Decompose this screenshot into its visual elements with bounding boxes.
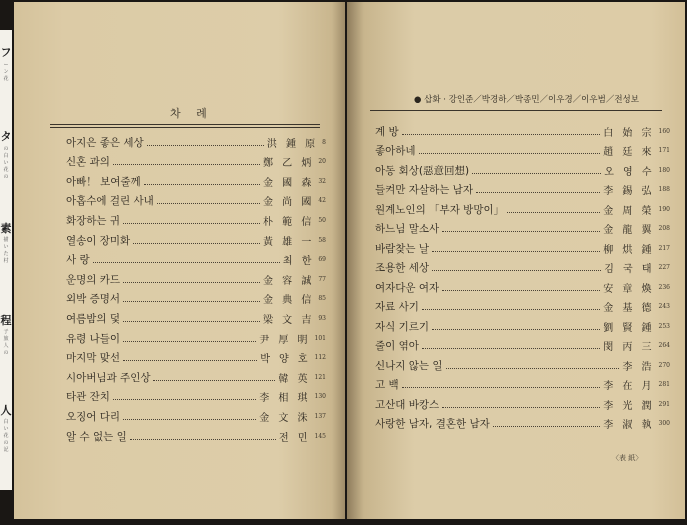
entry-page: 300 — [658, 420, 670, 427]
header-rule — [370, 110, 662, 111]
entry-page: 93 — [318, 314, 326, 322]
entry-author: 金 龍 翼 — [603, 225, 655, 236]
entry-title: 시아버님과 주인상 — [66, 371, 151, 384]
entry-page: 160 — [658, 127, 670, 135]
entry-page: 180 — [658, 166, 670, 174]
toc-entry — [375, 220, 670, 238]
entry-title: 알 수 없는 일 — [66, 430, 127, 443]
entry-page: 112 — [314, 354, 326, 362]
dot-leader — [432, 323, 600, 330]
entry-title: 여자다운 여자 — [375, 281, 440, 294]
toc-entry — [66, 427, 326, 445]
entry-title: 좋아하네 — [375, 145, 416, 157]
toc-entry — [375, 259, 670, 277]
entry-page: 264 — [658, 342, 670, 349]
dot-leader — [422, 342, 600, 349]
entry-author: 金 國 森 — [263, 177, 315, 189]
entry-page: 291 — [658, 400, 670, 408]
entry-author: 金 尚 國 — [263, 197, 315, 209]
entry-author: 閔 丙 三 — [603, 342, 655, 353]
entry-title: 아홉수에 걸린 사내 — [66, 195, 154, 208]
entry-page: 121 — [314, 373, 326, 381]
entry-author: 鄭 乙 炳 — [263, 158, 315, 170]
entry-author: 金 文 洙 — [259, 412, 311, 424]
entry-author: 李 錫 弘 — [603, 186, 655, 197]
entry-title: 자료 사기 — [375, 301, 419, 313]
entry-title: 신나지 않는 일 — [375, 359, 443, 372]
entry-author: 김 국 태 — [604, 264, 655, 275]
entry-title: 운명의 카드 — [66, 273, 121, 286]
entry-title: 마지막 맞선 — [66, 352, 121, 365]
entry-title: 고산대 바캉스 — [375, 398, 440, 411]
entry-author: 梁 文 吉 — [263, 314, 315, 326]
entry-page: 101 — [314, 334, 326, 342]
dot-leader — [123, 217, 260, 224]
entry-author: 박 양 호 — [260, 354, 311, 366]
entry-author: 李 淑 執 — [603, 420, 655, 431]
dot-leader — [432, 245, 600, 252]
toc-entry — [66, 231, 326, 249]
toc-entry — [375, 200, 670, 218]
entry-page: 8 — [322, 138, 326, 146]
entry-page: 145 — [314, 432, 326, 440]
entry-page: 236 — [658, 283, 670, 291]
entry-page: 217 — [658, 244, 670, 252]
entry-page: 208 — [658, 225, 670, 232]
entry-title: 외박 증명서 — [66, 293, 121, 306]
spine-small-text: 描 い た 村 — [3, 237, 9, 264]
entry-title: 사 랑 — [66, 254, 90, 267]
dot-leader — [113, 393, 256, 400]
toc-entry — [375, 161, 670, 179]
dot-leader — [123, 315, 260, 322]
dot-leader — [123, 413, 256, 420]
entry-page: 137 — [314, 412, 326, 420]
entry-page: 32 — [318, 177, 326, 185]
entry-author: 李 在 月 — [603, 381, 655, 392]
entry-page: 243 — [658, 303, 670, 310]
dot-leader — [157, 197, 260, 204]
entry-title: 사랑한 남자, 결혼한 남자 — [375, 418, 490, 430]
toc-entry — [375, 278, 670, 296]
entry-page: 227 — [658, 264, 670, 271]
entry-author: 최 한 — [282, 256, 315, 268]
entry-title: 조용한 세상 — [375, 262, 430, 274]
entry-page: 171 — [658, 147, 670, 154]
dot-leader — [402, 381, 601, 388]
entry-page: 20 — [318, 158, 326, 166]
toc-entry — [66, 309, 326, 327]
dot-leader — [476, 186, 600, 193]
spine-small-text: 白 い 花 の 記 — [3, 419, 9, 453]
toc-entry — [375, 181, 670, 199]
toc-entry — [66, 211, 326, 229]
dot-leader — [432, 264, 601, 271]
entry-author: 朴 範 信 — [263, 216, 315, 228]
entry-author: 安 章 煥 — [603, 283, 655, 295]
toc-entry — [66, 329, 326, 347]
dot-leader — [113, 158, 260, 165]
spine-char: 程 — [0, 314, 12, 327]
toc-entry — [375, 337, 670, 355]
dot-leader — [422, 303, 600, 310]
toc-entry — [375, 356, 670, 374]
toc-entry — [375, 298, 670, 316]
title-rule — [50, 124, 320, 125]
entry-title: 계 방 — [375, 125, 399, 138]
entry-author: 黃 雄 一 — [263, 236, 315, 248]
entry-title: 신혼 과의 — [66, 156, 110, 169]
dot-leader — [446, 362, 620, 369]
entry-title: 하느님 말소사 — [375, 223, 440, 235]
toc-entry — [66, 407, 326, 425]
entry-author: 전 민 — [279, 432, 311, 444]
entry-page: 42 — [318, 197, 326, 205]
entry-page: 188 — [658, 186, 670, 193]
entry-author: 洪 鍾 原 — [266, 138, 319, 150]
dot-leader — [144, 178, 260, 185]
toc-entry — [375, 239, 670, 257]
entry-author: 李 相 琪 — [259, 393, 311, 405]
entry-author: 尹 厚 明 — [259, 334, 311, 346]
dot-leader — [472, 167, 601, 174]
entry-page: 130 — [314, 393, 326, 401]
toc-entry — [66, 133, 326, 151]
entry-author: 柳 烘 鍾 — [603, 244, 655, 256]
dot-leader — [93, 256, 280, 263]
entry-title: 화장하는 귀 — [66, 214, 121, 227]
spine-char: 人 — [0, 404, 12, 417]
spine-small-text: ー ン 花 — [3, 62, 9, 82]
entry-title: 아동 회상(惡意回想) — [375, 164, 470, 177]
spine-small-text: 子 旅 人 の — [3, 329, 9, 356]
toc-entry — [375, 122, 670, 140]
spine-char: フ — [0, 46, 12, 59]
dot-leader — [153, 374, 275, 381]
toc-entry — [375, 376, 670, 394]
entry-title: 원계노인의 「부자 방망이」 — [375, 203, 505, 216]
entry-title: 아빠！ 보여줄께 — [66, 175, 141, 188]
dot-leader — [493, 420, 600, 427]
entry-title: 오징어 다리 — [66, 410, 121, 423]
entry-author: 金 基 德 — [603, 303, 655, 314]
neighbor-book-spine — [0, 30, 12, 490]
entry-page: 253 — [658, 322, 670, 330]
dot-leader — [147, 139, 264, 146]
entry-title: 자식 기르기 — [375, 320, 430, 333]
title-rule — [50, 127, 320, 128]
toc-entry — [66, 349, 326, 367]
toc-entry — [66, 270, 326, 288]
dot-leader — [133, 237, 260, 244]
toc-entry — [375, 415, 670, 433]
spine-char: タ — [0, 130, 12, 143]
dot-leader — [123, 295, 260, 302]
dot-leader — [402, 128, 601, 135]
entry-page: 85 — [318, 295, 326, 303]
entry-author: 趙 廷 來 — [603, 147, 655, 158]
entry-page: 58 — [318, 236, 326, 244]
toc-entry — [66, 251, 326, 269]
dot-leader — [130, 433, 276, 440]
entry-title: 열송이 장미화 — [66, 234, 131, 247]
entry-author: 李 光 潤 — [603, 400, 655, 412]
toc-entry — [66, 192, 326, 210]
toc-entry — [66, 153, 326, 171]
entry-title: 아지은 좋은 세상 — [66, 136, 144, 149]
dot-leader — [419, 147, 601, 154]
toc-entry — [66, 388, 326, 406]
entry-page: 190 — [658, 205, 670, 213]
entry-page: 77 — [318, 275, 326, 283]
spine-small-text: の 白 い 花 の — [3, 146, 9, 180]
dot-leader — [507, 206, 600, 213]
entry-title: 고 백 — [375, 379, 399, 391]
entry-page: 270 — [658, 361, 670, 369]
entry-page: 50 — [318, 216, 326, 224]
toc-entry — [375, 142, 670, 160]
entry-title: 들켜만 자살하는 남자 — [375, 184, 473, 196]
toc-entry — [375, 395, 670, 413]
illustrators-credit: ● 삽화 · 강인준／박경하／박종민／이우경／이우범／전성보 — [414, 95, 639, 105]
entry-author: 李 浩 — [622, 361, 655, 373]
entry-title: 바람찾는 날 — [375, 242, 430, 255]
entry-author: 金 容 誠 — [263, 275, 315, 287]
entry-author: 白 始 宗 — [603, 127, 655, 139]
dot-leader — [123, 276, 260, 283]
dot-leader — [442, 401, 600, 408]
entry-title: 타관 잔치 — [66, 391, 110, 404]
entry-title: 여름밤의 덫 — [66, 312, 121, 325]
entry-author: 韓 英 — [278, 373, 311, 385]
entry-title: 줄이 엮아 — [375, 340, 419, 352]
toc-entry — [66, 368, 326, 386]
entry-title: 유령 나들이 — [66, 332, 121, 345]
toc-entry — [66, 172, 326, 190]
toc-entry — [66, 290, 326, 308]
dot-leader — [442, 284, 600, 291]
toc-entry — [375, 317, 670, 335]
dot-leader — [123, 354, 257, 361]
spine-char: 素 — [0, 222, 12, 235]
entry-page: 69 — [318, 256, 326, 264]
cover-credit: 〈表 紙〉 — [612, 454, 643, 462]
dot-leader — [123, 335, 256, 342]
dot-leader — [442, 225, 600, 232]
entry-author: 金 典 信 — [263, 295, 315, 307]
entry-author: 金 周 榮 — [603, 205, 655, 217]
entry-author: 오 영 수 — [604, 166, 655, 178]
entry-author: 劉 賢 鍾 — [603, 322, 655, 334]
toc-title: 차 례 — [170, 107, 213, 120]
entry-page: 281 — [658, 381, 670, 388]
